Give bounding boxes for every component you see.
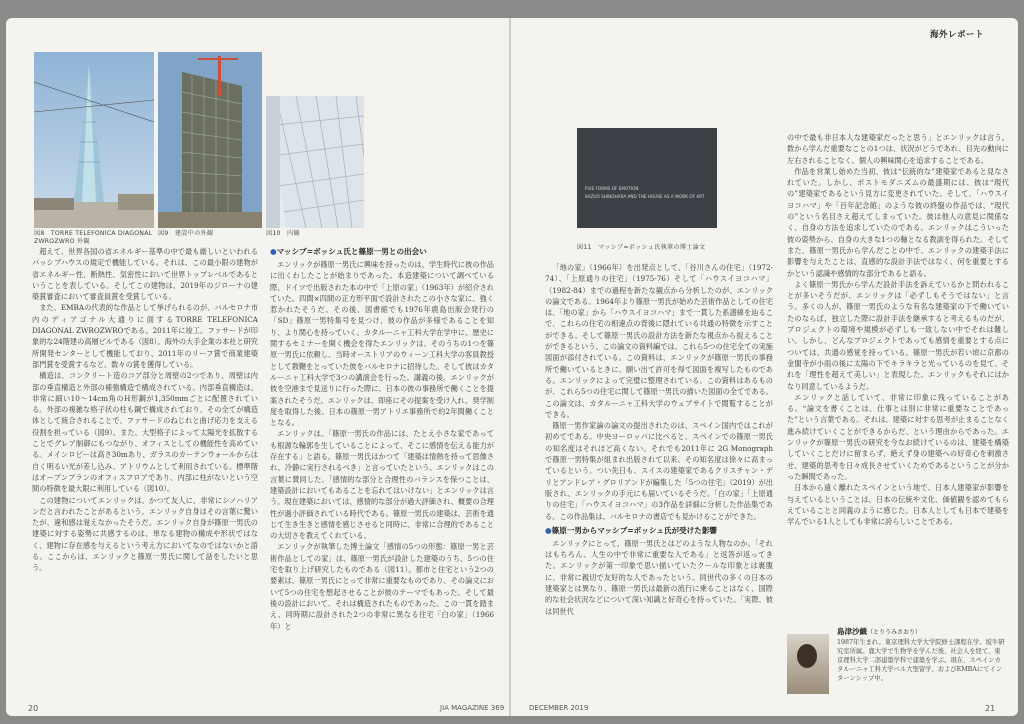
author-bio: 1987年生まれ。東京理科大学大学院修士課程在学。坂牛研究室所属。鹿大学で生物学を学んだ後、社会人を経て、東京理科大学二部建築学科で建築を学ぶ。現在、スペインカタルーニャ工科大学ベル大聖留学、およびEMBAにてインターンシップ中。 xyxy=(837,639,1005,682)
photo-interior xyxy=(266,96,364,228)
paragraph: 篠原一男作家論の論文の提出されたのは、スペイン国内ではこれが初めてである。中央ヨーロッパに比べると、スペインでの篠原一男氏の知名度はそれほど高くない。それでも2011年に 2G Monograph で篠原一男特集が組まれ出版されて以来、その知名度は徐々に高まっているという。つい先日も、スイスの建築家であるクリスチャン・デリとアンドレア・グロリアンドが編集した「5つの住宅」（2019）が出版され、エンリックの手元にも届いているそうだ。「白の家」「上原通りの住宅」「ハウスイヨコハマ」の3作品を詳細に分析した作品集である。この作品集は、バルセロナの書店でも見かけることができた。 xyxy=(545,421,773,521)
paragraph: エンリックが篠原一男氏に興味を持ったのは、学生時代に彼の作品に出くわしたことが始まりであった。本造建築について調べている際、ドイツで出版された本の中で「上原の家」（1963年）が紹介されていた。四間×四間の正方形平面で設計されたこの小さな家に、強く惹かれたそうだ。その後、図書館でも1976年鹿島出版会発行の「SD」篠原一男特集号を見つけ、彼の作品が多様であることを知り、より関心を持っていく。カタルーニャ工科大学在学中に、歴史に関するセミナーを開く機会を得たエンリックは、そのうちの1つを篠原一男氏に依頼し、当時オーストリアのウィーン工科大学の客員教授として教鞭をとっていた彼をバルセロナに招待した。そして彼はカタルーニャ工科大学で3つの講演会を行った。講義の後、エンリックが彼を空港まで見送りに行った際に、日本の彼の事務所で働くことを提案されたそうだ。エンリックは、即座にその提案を受け入れ、奨学制度を取得した後、日本の篠原一男アトリエ事務所で約2年間働くこととなる。 xyxy=(270,260,494,428)
paragraph: エンリックは、「篠原一男氏の作品には、たとえ小さな家であっても根源な輪郭を生していることによって、そこに感情を伝える能力が存在する」と語る。篠原一男氏はかつて「建築は情熱を持って思像され、冷静に実行されるべき」と言っていたという。エンリックはこの言葉に賛同した。「感情的な部分と合理性のバランスを保つことは、建築設計においてもあることを忘れてはいけない」とエンリックは言う。現在建築においては、感情的な部分が過大評価され、概要の合理性が過小評価されている時代である。篠原一男氏の建築は、芸術を通じて生き生きと感情を感じさせると同時に、非常に合理的であることの大切さを教えてくれている。 xyxy=(270,429,494,541)
paragraph: エンリックが執筆した博士論文「感情の5つの形態：篠原一男と芸術作品としての家」は、篠原一男氏が設計した建築のうち、5つの住宅を取り上げ研究したものである（図11）。都市と住宅という2つの要素は、篠原一男氏にとって非常に重要なものであり、その論文において5つの住宅を想起させることが彼のテーマでもあった。そして最後の設計において、それは構造されたものであった。この一貫を踏まえ、同時期に設計された2つの非常に異なる住宅「白の家」（1966年）と xyxy=(270,542,494,631)
author-name-text: 島津沙織 xyxy=(837,627,867,636)
caption-fig8: 図8 TORRE TELEFONICA DIAGONAL ZWROZWRO 外観 xyxy=(34,230,153,245)
section-heading xyxy=(545,525,773,536)
photo-thesis-cover xyxy=(577,128,717,228)
paragraph: エンリックと話していて、非常に印象に残っていることがある。“論文を書くことは、仕事とは別に非常に重要なことであった”という言葉である。それは、建築に対する思考が止まることなく進み続けていくことができるからだ、という理由からであった。エンリックが篠原一男氏の研究を今なお続けているのは、建築を構築していくことだけに留まらず、絶えず身の建築への好奇心を刺激させ、建築的思考を日々成長させていくためであるということが分かった瞬間であった。 xyxy=(787,392,1009,481)
magazine-title: JIA MAGAZINE 369 xyxy=(440,704,505,712)
paragraph: 作品を営業し始めた当初、彼は“伝統的な”建築家であると見なされていた。しかし、ポストモダニズムの最盛期には、彼は“現代の”建築家であるという見方に変更されていた。そして、「ハウスイヨコハマ」や「百年記念館」のような彼の終盤の作品では、“現代の”という名目さえ超えてしまっていた。彼は他人の意見に関係なく、自身の方法を追求していたのである。エンリックはこういった彼の姿勢から、自身の大きな1つの軸となる教訓を得られた。そしてまた、篠原一男氏から学んだことの中で、エンリックの建築手法に影響を与えたことは、直感的な設計手法ではなく、何を重要とするかという認識や感情的な部分であると語る。 xyxy=(787,166,1009,278)
text-column-3 xyxy=(545,262,773,702)
author-photo xyxy=(787,634,829,694)
paragraph: の中で最も非日本人な建築家だったと思う」とエンリックは言う。数から学んだ重要なことの1つは、状況がどうであれ、目先の動向に左右されることなく、個人の興味関心を追求することである。 xyxy=(787,133,1009,165)
caption-fig9: 図9 建設中の外観 xyxy=(158,230,214,237)
author-name-reading: （とりうみさおり） xyxy=(867,629,922,636)
page-number: 20 xyxy=(28,704,39,713)
paragraph: 「地の家」（1966年）を出発点として、「谷川さんの住宅」（1972-74）、「上原通りの住宅」（1975-76）そして「ハウスイヨコハマ」（1982-84）までの過程を新たな観点から分析したのが、エンリックの論文である。1964年より篠原一男氏が始めた芸術作品としての住宅は、「地の家」から「ハウスイヨコハマ」まで一貫した系譜線を辿るこで、これらの住宅の相違点の背後に隠れている共通の特徴を示すことができる。そして篠原一男氏の設計方法を新たな視点から捉えることができるという。この論文の資料編では、これら5つの住宅全ての実施図面が添付されている。この資料は、エンリックが篠原一男氏の事務所で働いているときに、願い出て許可を得て図面を複写したものである。エンリックによって完璧に整理されている。この資料はあるものが、これら5つの住宅に関して篠原一男氏の描いた図面の全てである。この論文は、カタルーニャ工科大学のウェブサイトで閲覧することができる。 xyxy=(545,263,773,419)
thesis-cover-title: FIVE FORMS OF EMOTION xyxy=(585,186,639,191)
paragraph: また、EMBAの代表的な作品として挙げられるのが、バルセロナ市内のディアゴナル大通りに面するTORRE TELEFONICA DIAGONAL ZWROZWROである。2011年に竣工。ファサードが印象的な24階建の高層ビルである（図8）。海外の大手企業の本社と研究所開発センターとして機能しており、2011年のリーフ賞で商業建築部門賞を受賞するなど、数々の賞を獲得している。 xyxy=(32,303,258,369)
author-profile xyxy=(787,624,1009,704)
caption-fig10: 図10 内観 xyxy=(266,230,300,237)
section-heading-text: マッシブ=ボッシュ氏と篠原一男との出会い xyxy=(276,247,427,256)
text-column-1 xyxy=(32,246,258,702)
left-footer xyxy=(6,702,509,716)
paragraph: 超えて、世界各国の省エネルギー基準の中で最も厳しいといわれるパッシブハウスの規定で機能している。それは、この最小限の建物が省エネルギー性、断熱性、気密性において世界トップレベルであるということを表している。そしてこの建物は、2019年のジローナの建築賞審査において審査員賞を受賞している。 xyxy=(32,247,258,302)
thesis-cover-subtitle: KAZUO SHINOHARA AND THE HOUSE AS A WORK OF ART xyxy=(585,194,705,199)
section-heading xyxy=(270,246,494,257)
photo-tower-exterior xyxy=(34,52,154,228)
right-page xyxy=(511,18,1018,716)
page-number: 21 xyxy=(985,704,996,713)
right-footer xyxy=(511,702,1018,716)
text-column-2 xyxy=(270,246,494,702)
photo-construction xyxy=(158,52,262,228)
left-page xyxy=(6,18,509,716)
author-name xyxy=(837,626,921,637)
issue-date: DECEMBER 2019 xyxy=(529,704,589,712)
section-heading-text: 篠原一男からマッシブ=ボッシュ氏が受けた影響 xyxy=(551,525,718,535)
bullet-icon: ● xyxy=(270,247,277,256)
paragraph: よく篠原一男氏から学んだ設計手法を訴えているかと問われることが多いそうだが、エンリックは「必ずしもそうではない」と言う。多くの人が、篠原一男氏のような有名な建築家の下で働いていたのならば、独立した際に設計手法を継承すると考えるものだが、プロジェクトの環境や規模が必ずしも一致しない中でそれは難しい。しかし、どんなプロジェクトであっても感情を重要とする点については、共通の感覚を持っている。篠原一男氏が若い頃に京都の金閣寺が小雨の後に太陽の下でキラキラと光っているのを見て、それを「理性を超えて美しい」と表現した。エンリックもそれにはかなり同意しているようだ。 xyxy=(787,279,1009,391)
section-tag: 海外レポート xyxy=(929,30,984,40)
paragraph: 日本から遠く離れたスペインという地で、日本人建築家が影響を与えているということは、日本の伝統や文化、価値観を認めてもらえていることと同義のように感じた。日本人としても日本で建築を学んでいる1人としても非常に誇らしいことである。 xyxy=(787,483,1009,527)
bullet-icon: ● xyxy=(545,525,552,535)
caption-fig11: 図11 マッシブ=ボッシュ氏執筆の博士論文 xyxy=(577,244,706,251)
paragraph: この建物についてエンリックは、かつて友人に、非常にシノハリアンだと言われたことがあるという。エンリック自身はその言葉に驚いたが、違和感は覚えなかったそうだ。エンリック自身が篠原一男氏の建築に対する姿勢に共感するのは、単なる建物の構成や形状ではなく、建物に存在感を与えるという考え方においてなのではないかと語る。ここからは、エンリックと篠原一男氏に関して話をしたいと思う。 xyxy=(32,495,258,573)
paragraph: エンリックにとって、篠原一男氏とはどのような人物なのか。「それはもちろん、人生の中で非常に重要な人である」と返答が返ってきた。エンリックが第一印象で思い描いていたクールな印象とは裏腹に、非常に親切で友好的な人であったという。同世代の多くの日本の建築家とは異なり、篠原一男氏は最新の流行に乗ることはなく、国際的な社会状況などについて深い知識と好奇心を持っていた。「実際、彼は同世代 xyxy=(545,538,773,616)
text-column-4 xyxy=(787,132,1009,618)
paragraph: 構造は、コンクリート造のコア部分と周壁の2つであり、周壁は内部の垂直構造と外部の補強構造で構成されている。内部垂直構造は、非常に細い10〜14cm角のH形鋼が1,350mmごとに配置されている。外部の複雑な格子状の柱も鋼で構成されており、その全てが構造体として統合されることで、ファサードのねじれと曲げ応力を支える役割を担っている（図9）。また、大型格子によって太陽光を拡散することでグレア制御にもつながり、オフィスとしての機能性を高めている。メインロビーは高さ30mあり、ガラスのカーテンウォールからは自く明るい光が差し込み、アトリウムとして利用されている。標準階はオープンプランのオフィスフロアであり、内部に柱がないという空間の特徴を最大限に利用している（図10）。 xyxy=(32,371,258,494)
